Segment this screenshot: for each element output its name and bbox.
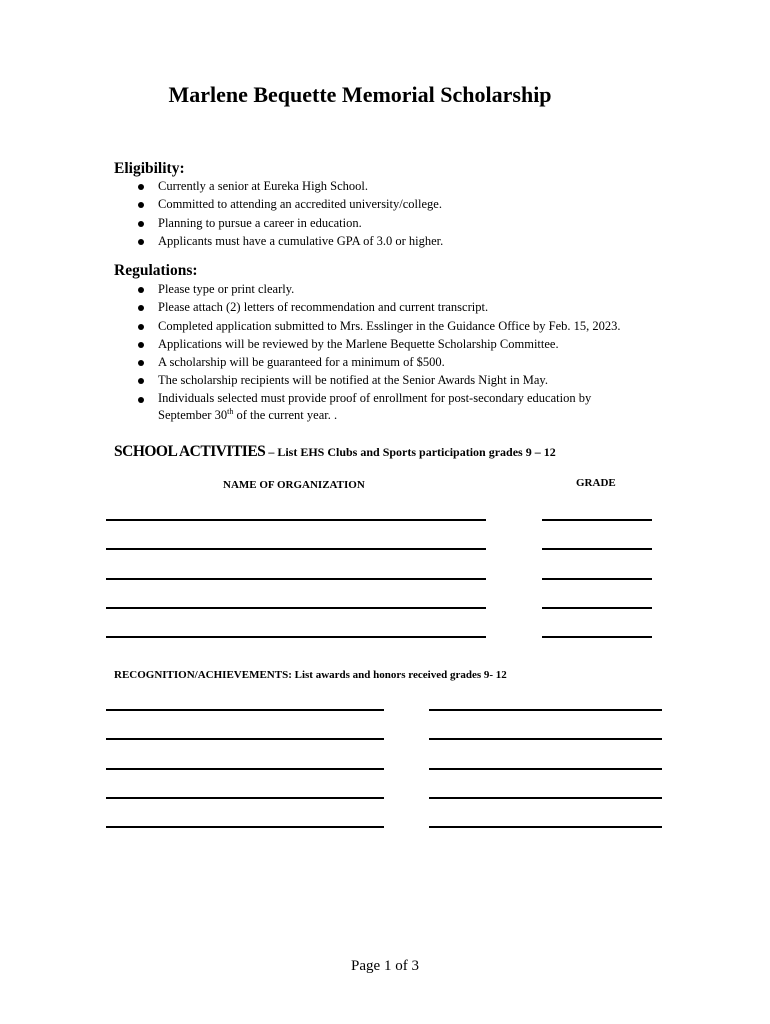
column-header-organization: NAME OF ORGANIZATION xyxy=(223,479,365,491)
organization-line[interactable] xyxy=(106,607,486,609)
regulation-item-text: Applications will be reviewed by the Marlene Bequette Scholarship Committee. xyxy=(158,336,559,351)
organization-line[interactable] xyxy=(106,548,486,550)
regulations-heading: Regulations: xyxy=(114,262,198,279)
eligibility-item xyxy=(114,232,443,250)
bullet-icon xyxy=(138,324,144,330)
award-line[interactable] xyxy=(429,797,662,799)
regulation-item-text: Completed application submitted to Mrs. Esslinger in the Guidance Office by Feb. 15, 2023. xyxy=(158,318,621,333)
eligibility-item-text: Currently a senior at Eureka High School. xyxy=(158,179,369,193)
eligibility-item-text: Planning to pursue a career in education. xyxy=(158,215,362,230)
organization-line[interactable] xyxy=(106,519,486,521)
document-title: Marlene Bequette Memorial Scholarship xyxy=(168,82,552,107)
grade-line[interactable] xyxy=(542,578,652,580)
regulation-item xyxy=(114,353,628,371)
activities-subtitle: – List EHS Clubs and Sports participation grades 9 – 12 xyxy=(265,445,556,459)
regulation-item xyxy=(114,298,628,316)
regulation-item-text: of the current year. . xyxy=(233,407,338,422)
activities-heading xyxy=(114,443,556,461)
bullet-icon xyxy=(138,342,144,348)
grade-line[interactable] xyxy=(542,519,652,521)
bullet-icon xyxy=(138,378,144,384)
organization-line[interactable] xyxy=(106,578,486,580)
regulation-item-text: The scholarship recipients will be notified at the Senior Awards Night in May. xyxy=(158,373,548,388)
recognition-heading: RECOGNITION/ACHIEVEMENTS: List awards and honors received grades 9- 12 xyxy=(114,669,507,681)
award-line[interactable] xyxy=(429,709,662,711)
eligibility-item xyxy=(114,195,443,213)
regulation-item xyxy=(114,371,628,389)
bullet-icon xyxy=(138,305,144,311)
award-line[interactable] xyxy=(106,826,384,828)
award-line[interactable] xyxy=(429,826,662,828)
organization-line[interactable] xyxy=(106,636,486,638)
eligibility-item xyxy=(114,177,443,195)
regulation-item-text: Individuals selected must provide proof of enrollment for post-secondary education by xyxy=(158,390,592,405)
eligibility-list xyxy=(114,177,443,250)
grade-line[interactable] xyxy=(542,548,652,550)
bullet-icon xyxy=(138,287,144,293)
regulation-item xyxy=(114,335,628,353)
ordinal-suffix: th xyxy=(227,406,234,416)
regulation-item-text: September 30 xyxy=(158,407,228,422)
award-line[interactable] xyxy=(429,738,662,740)
award-line[interactable] xyxy=(106,768,384,770)
regulation-item xyxy=(114,317,628,335)
bullet-icon xyxy=(138,184,144,190)
eligibility-item-text: Committed to attending an accredited university/college. xyxy=(158,197,442,212)
grade-line[interactable] xyxy=(542,636,652,638)
activities-title: SCHOOL ACTIVITIES xyxy=(114,443,266,460)
award-line[interactable] xyxy=(429,768,662,770)
regulation-item xyxy=(114,390,628,426)
column-header-grade: GRADE xyxy=(576,477,616,489)
regulations-list xyxy=(114,280,628,426)
bullet-icon xyxy=(138,221,144,227)
regulation-item xyxy=(114,280,628,298)
award-line[interactable] xyxy=(106,709,384,711)
eligibility-heading: Eligibility: xyxy=(114,160,185,177)
bullet-icon xyxy=(138,202,144,208)
grade-line[interactable] xyxy=(542,607,652,609)
page-number: Page 1 of 3 xyxy=(351,958,419,974)
award-line[interactable] xyxy=(106,797,384,799)
bullet-icon xyxy=(138,360,144,366)
regulation-item-text: A scholarship will be guaranteed for a minimum of $500. xyxy=(158,355,445,370)
eligibility-item xyxy=(114,214,443,232)
award-line[interactable] xyxy=(106,738,384,740)
regulation-item-text: Please type or print clearly. xyxy=(158,282,295,296)
bullet-icon xyxy=(138,239,144,245)
eligibility-item-text: Applicants must have a cumulative GPA of 3.0 or higher. xyxy=(158,233,444,248)
regulation-item-text: Please attach (2) letters of recommendation and current transcript. xyxy=(158,300,489,315)
bullet-icon xyxy=(138,397,144,403)
